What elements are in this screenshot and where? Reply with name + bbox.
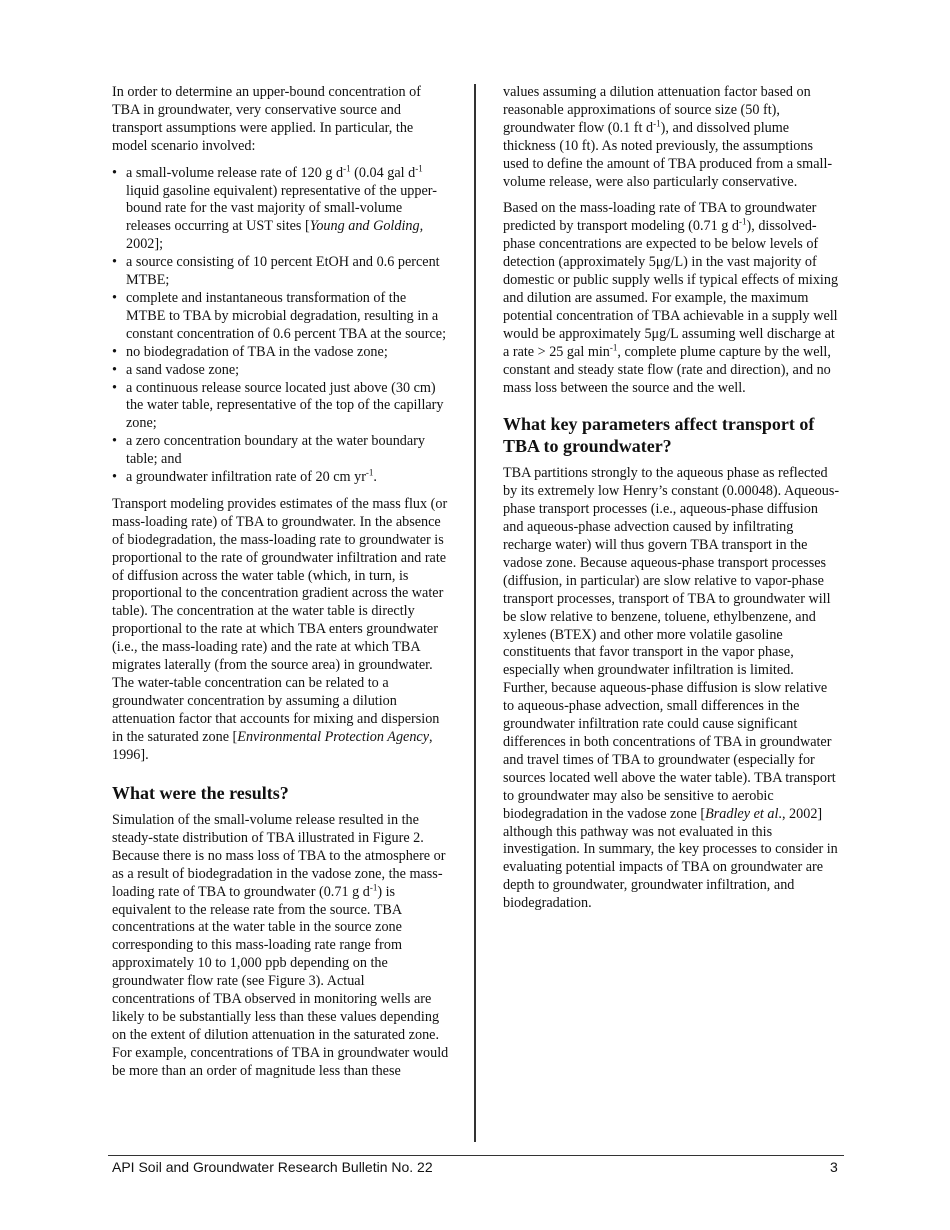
footer-divider	[108, 1155, 844, 1156]
dilution-paragraph: values assuming a dilution attenuation factor based on reasonable approximations of source size (50 ft), groundwater flow (0.1 ft $d^{-1}$), and dissolved plume thickness (10 ft). As noted previously, the assumptions used to define the amount of TBA produced from a small-volume release, were also particularly conservative.	[503, 84, 833, 190]
key-parameters-paragraph: TBA partitions strongly to the aqueous phase as reflected by its extremely low Henry’s constant (0.00048). Aqueous-phase transport processes (i.e., aqueous-phase diffusion and aqueous-phase advection caused by infiltrating recharge water) will thus govern TBA transport in the vadose zone. Because aqueous-phase transport processes (diffusion, in particular) are slow relative to vapor-phase transport processes, transport of TBA to groundwater will be slow relative to benzene, toluene, ethylbenzene, and xylenes (BTEX) and other more volatile gasoline constituents that favor transport in the vapor phase, especially when groundwater infiltration is limited. Further, because aqueous-phase diffusion is slow relative to aqueous-phase advection, small differences in the groundwater infiltration rate could cause significant differences in both concentrations of TBA in groundwater and travel times of TBA to groundwater (especially for sources located well above the water table). TBA transport to groundwater may also be sensitive to aerobic biodegradation in the vadose zone [Bradley et al., 2002] although this pathway was not evaluated in this investigation. In summary, the key processes to consider in evaluating potential impacts of TBA on groundwater are depth to groundwater, groundwater infiltration, and biodegradation.	[503, 465, 840, 912]
results-heading: What were the results?	[112, 782, 289, 803]
list-item: • complete and instantaneous transformation of the MTBE to TBA by microbial degradation, resulting in a constant concentration of 0.6 percent TBA at the source;	[112, 290, 449, 344]
list-item: • a sand vadose zone;	[112, 362, 449, 380]
page-number: 3	[830, 1159, 838, 1175]
left-column	[112, 84, 449, 1090]
detection-paragraph: Based on the mass-loading rate of TBA to groundwater predicted by transport modeling (0.71 g $d^{-1}$), dissolved-phase concentrations are expected to be below levels of detection (approximately 5μg/L) in the vast majority of domestic or public supply wells if typical effects of mixing and dilution are assumed. For example, the maximum potential concentration of TBA achievable in a supply well would be approximately 5μg/L assuming well discharge at a rate > 25 gal $\min^{-1}$, complete plume capture by the well, constant and steady state flow (rate and direction), and no mass loss between the source and the well.	[503, 200, 839, 396]
intro-paragraph: In order to determine an upper-bound concentration of TBA in groundwater, very conservative source and transport assumptions were applied. In particular, the model scenario involved:	[112, 84, 421, 154]
list-item: • a zero concentration boundary at the water boundary table; and	[112, 433, 449, 469]
footer-title: API Soil and Groundwater Research Bulletin No. 22	[112, 1159, 433, 1175]
list-item: • no biodegradation of TBA in the vadose zone;	[112, 344, 449, 362]
list-item: • a groundwater infiltration rate of 20 cm $yr^{-1}$.	[112, 469, 449, 487]
assumptions-list	[112, 162, 449, 487]
column-divider	[474, 84, 476, 1142]
list-item: • a continuous release source located just above (30 cm) the water table, representative of the top of the capillary zone;	[112, 380, 449, 434]
transport-modeling-paragraph: Transport modeling provides estimates of the mass flux (or mass-loading rate) of TBA to groundwater. In the absence of biodegradation, the mass-loading rate to groundwater is proportional to the rate of groundwater infiltration and rate of diffusion across the water table (which, in turn, is proportional to the concentration gradient across the water table). The concentration at the water table is directly proportional to the rate at which TBA enters groundwater (i.e., the mass-loading rate) and the rate at which TBA migrates laterally (from the source area) in groundwater. The water-table concentration can be related to a groundwater concentration by assuming a dilution attenuation factor that accounts for mixing and dispersion in the saturated zone [Environmental Protection Agency, 1996].	[112, 495, 448, 763]
right-column	[503, 84, 841, 922]
key-parameters-heading: What key parameters affect transport of TBA to groundwater?	[503, 414, 815, 456]
list-item: • a source consisting of 10 percent EtOH and 0.6 percent MTBE;	[112, 254, 449, 290]
results-paragraph: Simulation of the small-volume release resulted in the steady-state distribution of TBA illustrated in Figure 2. Because there is no mass loss of TBA to the atmosphere or as a result of biodegradation in the vadose zone, the mass-loading rate of TBA to groundwater (0.71 g $d^{-1}$) is equivalent to the release rate from the source. TBA concentrations at the water table in the source zone corresponding to this mass-loading rate range from approximately 10 to 1,000 ppb depending on the groundwater flow rate (see Figure 3). Actual concentrations of TBA observed in monitoring wells are likely to be substantially less than these values depending on the extent of dilution attenuation in the saturated zone. For example, concentrations of TBA in groundwater would be more than an order of magnitude less than these	[112, 812, 449, 1079]
list-item: • a small-volume release rate of 120 g $d^{-1}$ (0.04 gal $d^{-1}$ liquid gasoline equivalent) representative of the upper-bound rate for the vast majority of small-volume releases occurring at UST sites [Young and Golding, 2002];	[112, 165, 449, 255]
